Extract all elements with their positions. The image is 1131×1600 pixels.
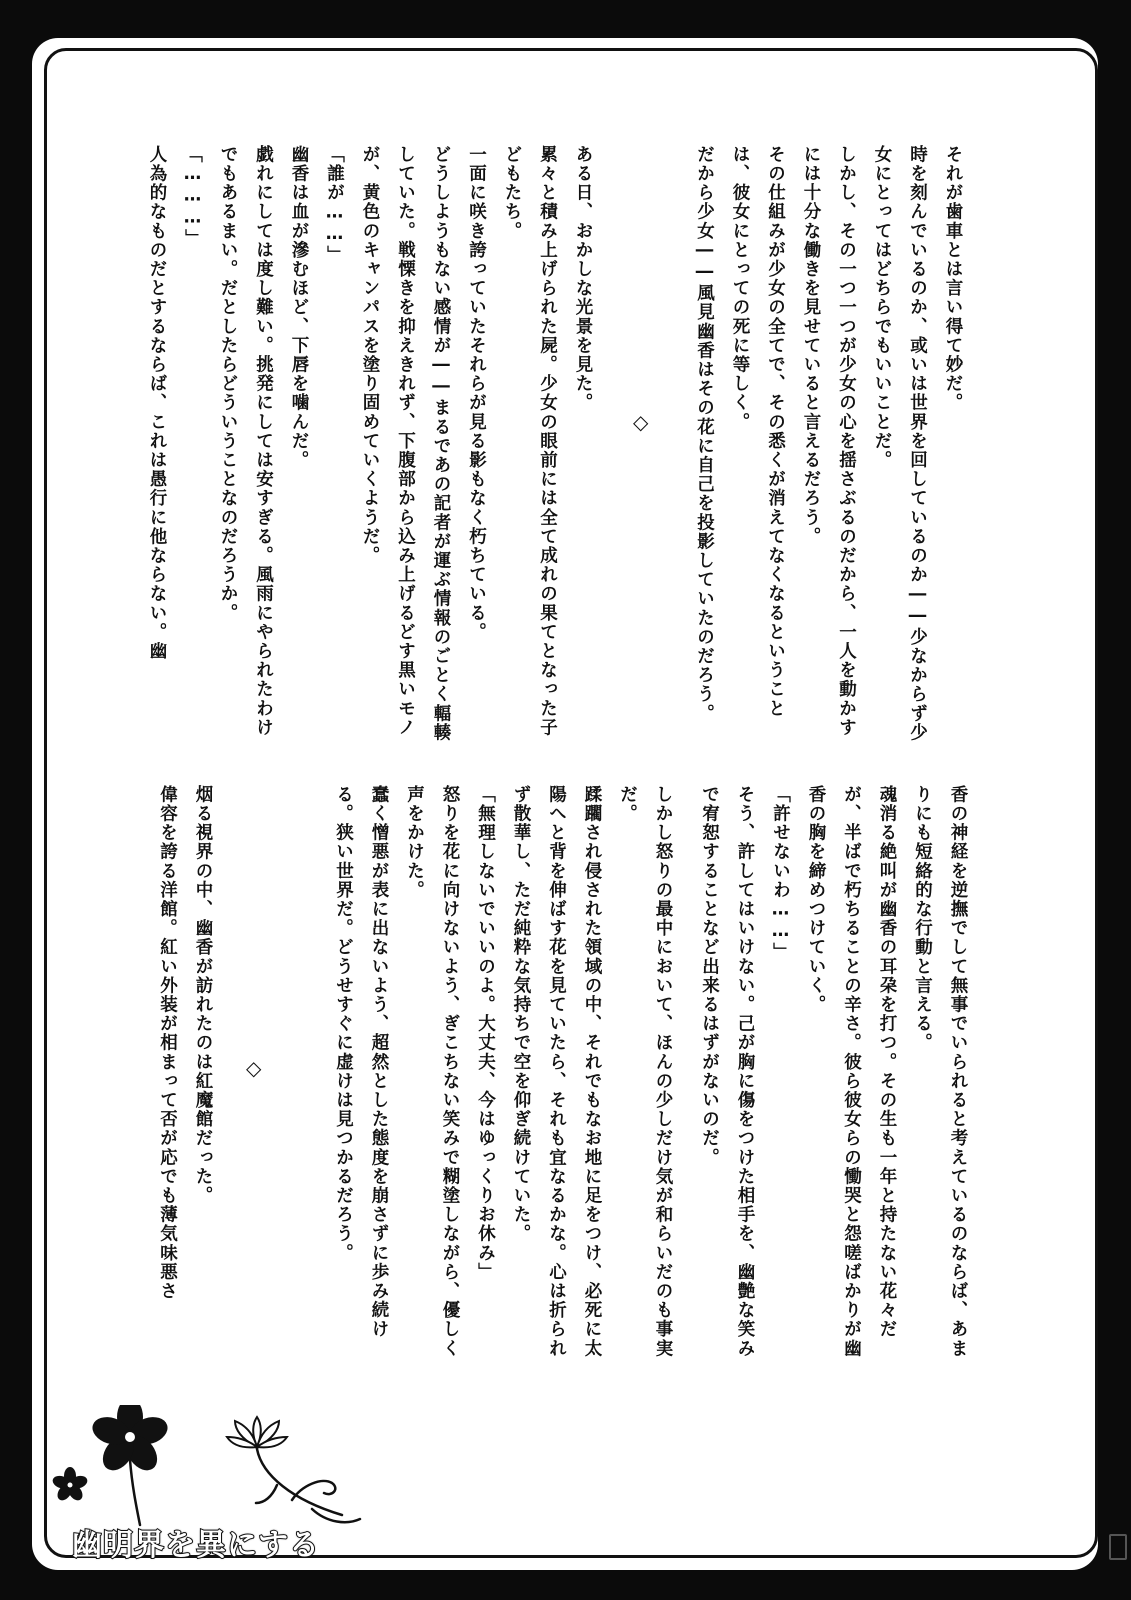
paragraph: どうしようもない感情が――まるであの記者が運ぶ情報のごとく輻輳していた。戦慄きを抑えきれず、下腹部から込み上げるどす黒いモノが、黄色のキャンパスを塗り固めていくようだ。 — [360, 145, 451, 743]
paragraph: その仕組みが少女の全てで、その悉くが消えてなくなるということは、彼女にとっての死に等しく。 — [730, 145, 786, 718]
paragraph: ある日、おかしな光景を見た。 — [573, 145, 593, 413]
paragraph: 魂消る絶叫が幽香の耳朶を打つ。その生も一年と持たない花々だが、半ばで朽ちることの辛さ。彼ら彼女らの慟哭と怨嗟ばかりが幽香の胸を締めつけていく。 — [806, 785, 897, 1358]
paragraph: 一面に咲き誇っていたそれらが見る影もなく朽ちている。 — [466, 145, 487, 642]
paragraph: だから少女――風見幽香はその花に自己を投影していたのだろう。 — [694, 145, 715, 723]
page-edge-marker — [1109, 1534, 1127, 1560]
paragraph: 「誰が……」 — [324, 145, 345, 265]
paragraph: しかし怒りの最中において、ほんの少しだけ気が和らいだのも事実だ。 — [617, 785, 673, 1358]
text-block-upper-right — [694, 145, 970, 755]
paragraph: 人為的なものだとするならば、これは愚行に他ならない。幽 — [147, 145, 167, 661]
paragraph: しかし、その一つ一つが少女の心を揺さぶるのだから、一人を動かすには十分な働きを見せていると言えるだろう。 — [801, 145, 857, 738]
paragraph: 時を刻んでいるのか、或いは世界を回しているのか――少なからず少女にとってはどちらでもいいことだ。 — [872, 145, 928, 743]
paragraph: 「無理しないでいいのよ。大丈夫、今はゆっくりお休み」 — [475, 785, 496, 1282]
paragraph: それが歯車とは言い得て妙だ。 — [943, 145, 963, 413]
paragraph: 香の神経を逆撫でして無事でいられると考えているのならば、あまりにも短絡的な行動と言える。 — [912, 785, 968, 1358]
section-separator-lower: ◇ — [246, 1056, 262, 1080]
paragraph: 戯れにしては度し難い。挑発にしては安すぎる。風雨にやられたわけでもあるまい。だとしたらどういうことなのだろうか。 — [218, 145, 274, 738]
paragraph: 幽香は血が滲むほど、下唇を噛んだ。 — [289, 145, 309, 470]
paragraph: 累々と積み上げられた屍。少女の眼前には全て成れの果てとなった子どもたち。 — [502, 145, 558, 738]
paragraph: 偉容を誇る洋館。紅い外装が相まって否が応でも薄気味悪さ — [157, 785, 178, 1301]
text-block-upper-left — [140, 145, 600, 755]
logo-title: 幽明界を異にする — [72, 1528, 320, 1563]
paragraph: 蠢く憎悪が表に出ないよう、超然とした態度を崩さずに歩み続ける。狭い世界だ。どうせすぐに虚けは見つかるだろう。 — [333, 785, 389, 1339]
text-block-lower-left — [310, 785, 680, 1375]
paragraph: そう、許してはいけない。己が胸に傷をつけた相手を、幽艶な笑みで宥恕することなど出来るはずがないのだ。 — [699, 785, 755, 1358]
paragraph: 「許せないわ……」 — [770, 785, 791, 962]
section-separator: ◇ — [633, 410, 649, 434]
text-block-lower-right — [700, 785, 975, 1375]
text-block-lower-far-left — [140, 785, 220, 1375]
paragraph: 烟る視界の中、幽香が訪れたのは紅魔館だった。 — [193, 785, 213, 1206]
paragraph: 「………」 — [182, 145, 203, 248]
paragraph: 怒りを花に向けないよう、ぎこちない笑みで糊塗しながら、優しく声をかけた。 — [404, 785, 460, 1358]
paragraph: 蹂躙され侵された領域の中、それでもなお地に足をつけ、必死に太陽へと背を伸ばす花を見ていたら、それも宜なるかな。心は折られず散華し、ただ純粋な気持ちで空を仰ぎ続けていた。 — [511, 785, 602, 1358]
